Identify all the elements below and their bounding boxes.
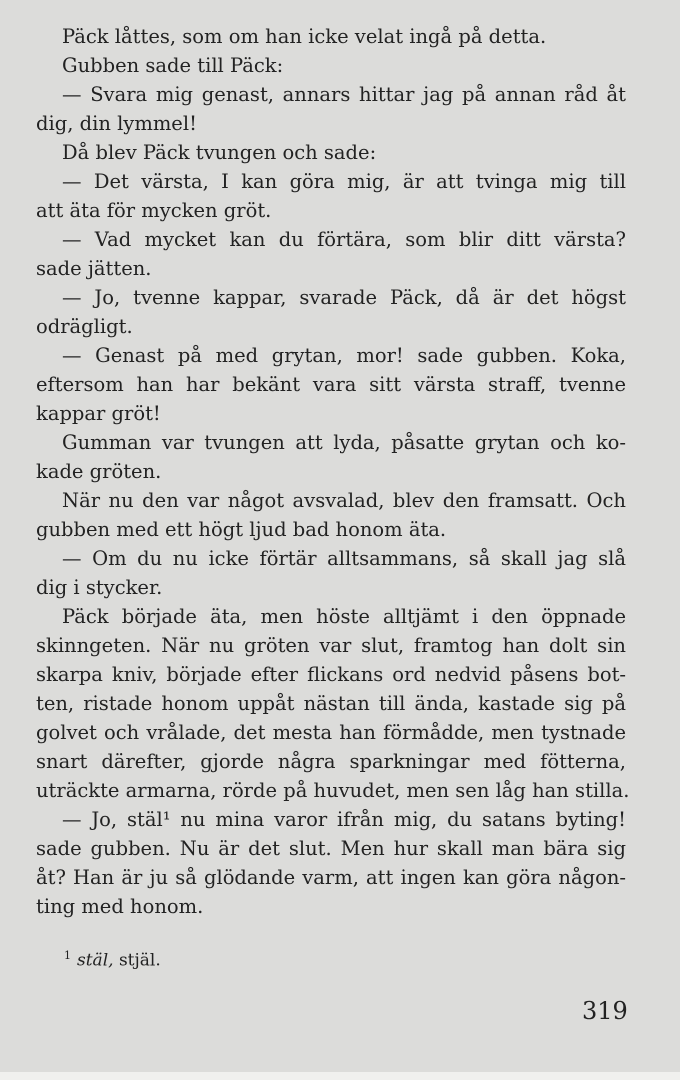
text-line: ten, ristade honom uppåt nästan till ända, kastade sig på (36, 692, 626, 715)
footnote-term: stäl, (77, 950, 114, 971)
text-line: Gumman var tvungen att lyda, påsatte grytan och ko- (62, 431, 626, 454)
text-line: eftersom han har bekänt vara sitt värsta straff, tvenne (36, 373, 626, 396)
text-line: gubben med ett högt ljud bad honom äta. (36, 518, 447, 541)
text-line: dig i stycker. (36, 576, 163, 599)
text-line: åt? Han är ju så glödande varm, att ingen kan göra någon- (36, 866, 626, 889)
text-line: sade gubben. Nu är det slut. Men hur skall man bära sig (36, 837, 626, 860)
footnote (64, 943, 161, 974)
footnote-marker: 1 (64, 949, 71, 962)
page-number: 319 (582, 997, 628, 1025)
text-line: — Jo, stäl¹ nu mina varor ifrån mig, du satans byting! (62, 808, 626, 831)
text-line: kade gröten. (36, 460, 162, 483)
text-line: skarpa kniv, började efter flickans ord nedvid påsens bot- (36, 663, 626, 686)
text-line: — Om du nu icke förtär alltsammans, så skall jag slå (62, 547, 626, 570)
body-text (36, 22, 630, 921)
text-line: — Genast på med grytan, mor! sade gubben. Koka, (62, 344, 626, 367)
footnote-definition: stjäl. (118, 950, 161, 971)
text-line: sade jätten. (36, 257, 152, 280)
text-line: — Svara mig genast, annars hittar jag på annan råd åt (62, 83, 626, 106)
text-line: skinngeten. När nu gröten var slut, framtog han dolt sin (36, 634, 626, 657)
text-line: golvet och vrålade, det mesta han förmådde, men tystnade (36, 721, 626, 744)
text-line: kappar gröt! (36, 402, 161, 425)
text-line: Gubben sade till Päck: (62, 54, 284, 77)
text-line: att äta för mycken gröt. (36, 199, 272, 222)
text-line: snart därefter, gjorde några sparkningar med fötterna, (36, 750, 626, 773)
text-line: Då blev Päck tvungen och sade: (62, 141, 377, 164)
text-line: — Jo, tvenne kappar, svarade Päck, då är det högst (62, 286, 626, 309)
page-edge (0, 1072, 680, 1080)
text-line: dig, din lymmel! (36, 112, 197, 135)
text-line: När nu den var något avsvalad, blev den framsatt. Och (62, 489, 626, 512)
text-line: Päck låttes, som om han icke velat ingå på detta. (62, 25, 547, 48)
text-line: uträckte armarna, rörde på huvudet, men sen låg han stilla. (36, 779, 630, 802)
text-line: Päck började äta, men höste alltjämt i den öppnade (62, 605, 626, 628)
text-line: — Vad mycket kan du förtära, som blir ditt värsta? (62, 228, 626, 251)
text-line: odrägligt. (36, 315, 133, 338)
text-line: — Det värsta, I kan göra mig, är att tvinga mig till (62, 170, 626, 193)
text-line: ting med honom. (36, 895, 204, 918)
